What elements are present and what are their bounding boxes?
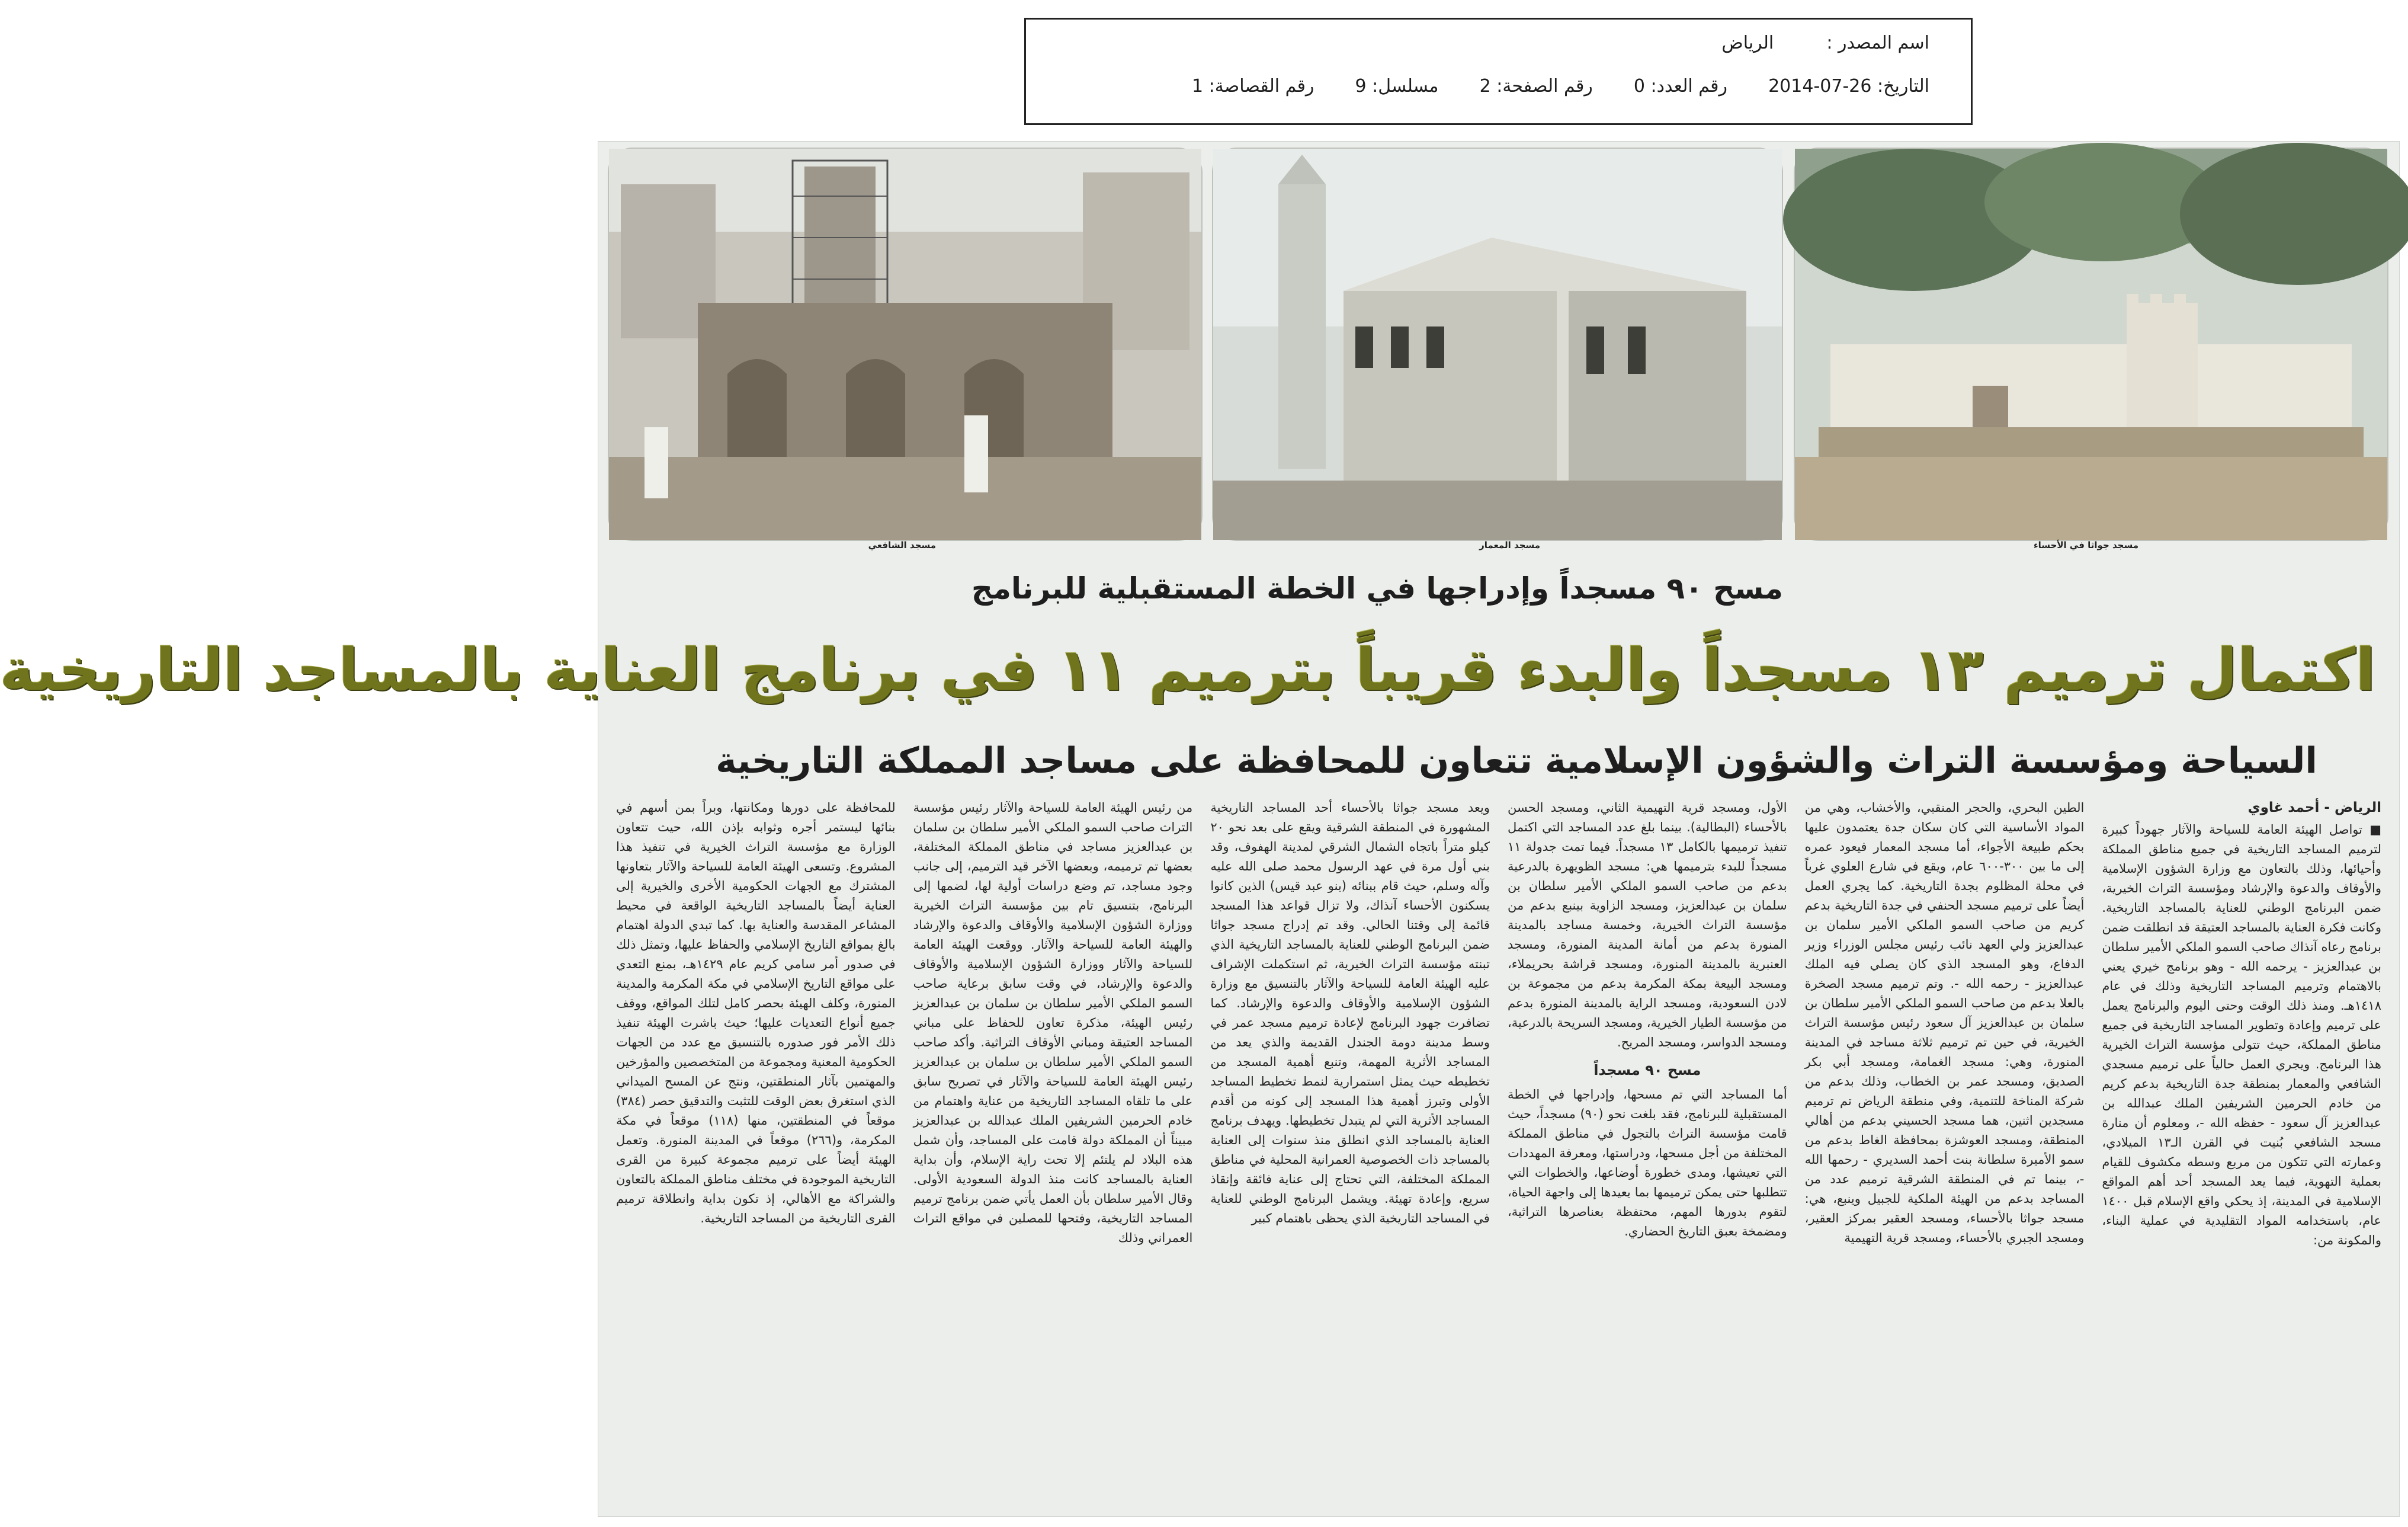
article-column-4	[1210, 798, 1490, 1506]
column-3-subhead: مسح ٩٠ مسجداً	[1593, 1062, 1701, 1078]
clip-number-field: رقم القصاصة: 1	[1191, 76, 1314, 97]
article-column-6	[616, 798, 896, 1506]
article-headline: اكتمال ترميم ١٣ مسجداً والبدء قريباً بترميم ١١ في برنامج العناية بالمساجد التاريخية	[0, 636, 2375, 704]
issue-field: رقم العدد: 0	[1633, 76, 1727, 97]
page-field: رقم الصفحة: 2	[1479, 76, 1593, 97]
column-6-text: للمحافظة على دورها ومكانتها، وبراً بمن أسهم في بنائها ليستمر أجره وثوابه بإذن الله، حيث تتعاون الوزارة مع مؤسسة التراث الخيرية في تنفيذ هذا المشروع. وتسعى الهيئة العامة للسياحة والآثار بتعاونها المشترك مع الجهات الحكومية الأخرى والخيرية إلى العناية أيضاً بالمساجد التاريخية الواقعة في محيط المشاعر المقدسة والعناية بها. كما تبدي الدولة اهتمام بالغ بمواقع التاريخ الإسلامي والحفاظ عليها، وتمثل ذلك في صدور أمر سامي كريم عام ١٤٢٩هـ، بمنع التعدي على مواقع التاريخ الإسلامي في مكة المكرمة والمدينة المنورة، وكلف الهيئة بحصر كامل لتلك المواقع، ووقف جميع أنواع التعديات عليها؛ حيث باشرت الهيئة تنفيذ ذلك الأمر فور صدوره بالتنسيق مع عدد من الجهات الحكومية المعنية ومجموعة من المتخصصين والمؤرخين والمهتمين بآثار المنطقتين، ونتج عن المسح الميداني الذي استغرق بعض الوقت للتثبت والتدقيق حصر (٣٨٤) موقعاً في المنطقتين، منها (١١٨) موقعاً في مكة المكرمة، و(٢٦٦) موقعاً في المدينة المنورة. وتعمل الهيئة أيضاً على ترميم مجموعة كبيرة من القرى التاريخية الموجودة في مختلف مناطق المملكة بالتعاون والشراكة مع الأهالي، إذ تكون بداية وانطلاقة ترميم القرى التاريخية من المساجد التاريخية.	[615, 801, 896, 1225]
details-line	[1192, 76, 1929, 97]
column-1-text: ■ تواصل الهيئة العامة للسياحة والآثار جهوداً كبيرة لترميم المساجد التاريخية في جميع مناطق المملكة وأحيائها، وذلك بالتعاون مع وزارة الشؤون الإسلامية والأوقاف والدعوة والإرشاد ومؤسسة التراث الخيرية، ضمن البرنامج الوطني للعناية بالمساجد التاريخية. وكانت فكرة العناية بالمساجد العتيقة قد انطلقت ضمن برنامج رعاه آنذاك صاحب السمو الملكي الأمير سلطان بن عبدالعزيز - يرحمه الله - وهو برنامج خيري يعني بالاهتمام وترميم المساجد التاريخية وذلك في عام ١٤١٨هـ. ومنذ ذلك الوقت وحتى اليوم والبرنامج يعمل على ترميم وإعادة وتطوير المساجد التاريخية في جميع مناطق المملكة، حيث تتولى مؤسسة التراث الخيرية هذا البرنامج. ويجري العمل حالياً على ترميم مسجدي الشافعي والمعمار بمنطقة جدة التاريخية بدعم كريم من خادم الحرمين الشريفين الملك عبدالله بن عبدالعزيز آل سعود - حفظه الله -، ومعلوم أن منارة مسجد الشافعي بُنيت في القرن الـ١٣ الميلادي، وعمارته التي تتكون من مربع وسطه مكشوف للقيام بعملية التهوية، فيما يعد المسجد أحد أهم المواقع الإسلامية في المدينة، إذ يحكي واقع الإسلام قبل ١٤٠٠ عام، باستخدامه المواد التقليدية في عملية البناء، والمكونة من:	[2102, 822, 2381, 1247]
caption-shafii: مسجد الشافعي	[868, 540, 936, 550]
article-column-5	[913, 798, 1193, 1506]
column-3-text: الأول، ومسجد قرية التهيمية الثاني، ومسجد الحسن بالأحساء (البطالية). بينما بلغ عدد المساجد التي اكتمل تنفيذ ترميمها بالكامل ١٣ مسجداً. فيما تمت جدولة ١١ مسجداً للبدء بترميمها هي: مسجد الظويهرة بالدرعية بدعم من صاحب السمو الملكي الأمير سلطان بن سلمان بن عبدالعزيز، ومسجد الزاوية بينبع بدعم من مؤسسة التراث الخيرية، وخمسة مساجد بالمدينة المنورة بدعم من أمانة المدينة المنورة، ومسجد العنبرية بالمدينة المنورة، ومسجد قراشة بحريملاء، ومسجد البيعة بمكة المكرمة بدعم من مجموعة بن لادن السعودية، ومسجد الراية بالمدينة المنورة بدعم من مؤسسة الطيار الخيرية، ومسجد السريحة بالدرعية، ومسجد الدواسر، ومسجد المريح.	[1507, 801, 1787, 1049]
caption-memar: مسجد المعمار	[1479, 540, 1540, 550]
source-value: الرياض	[1721, 33, 1774, 53]
article-kicker: مسح ٩٠ مسجداً وإدراجها في الخطة المستقبلية للبرنامج	[971, 571, 1783, 606]
photo-shafii-mosque	[608, 148, 1203, 541]
column-5-text: من رئيس الهيئة العامة للسياحة والآثار رئيس مؤسسة التراث صاحب السمو الملكي الأمير سلطان بن سلمان بن عبدالعزيز مساجد في مناطق المملكة المختلفة، بعضها تم ترميمه، وبعضها الآخر قيد الترميم، إلى جانب وجود مساجد، تم وضع دراسات أولية لها، لضمها إلى البرنامج، بتنسيق تام بين مؤسسة التراث الخيرية ووزارة الشؤون الإسلامية والأوقاف والدعوة والإرشاد والهيئة العامة للسياحة والآثار. ووقعت الهيئة العامة للسياحة والآثار ووزارة الشؤون الإسلامية والأوقاف والدعوة والإرشاد، في وقت سابق برعاية صاحب السمو الملكي الأمير سلطان بن سلمان بن عبدالعزيز رئيس الهيئة، مذكرة تعاون للحفاظ على مباني المساجد العتيقة ومباني الأوقاف التراثية. وأكد صاحب السمو الملكي الأمير سلطان بن سلمان بن عبدالعزيز رئيس الهيئة العامة للسياحة والآثار في تصريح سابق على ما تلقاه المساجد التاريخية من عناية واهتمام من خادم الحرمين الشريفين الملك عبدالله بن عبدالعزيز مبيناً أن المملكة دولة قامت على المساجد، وأن شمل هذه البلاد لم يلتئم إلا تحت راية الإسلام، وأن بداية العناية بالمساجد كانت منذ الدولة السعودية الأولى. وقال الأمير سلطان بأن العمل يأتي ضمن برنامج ترميم المساجد التاريخية، وفتحها للمصلين في مواقع التراث العمراني وذلك	[913, 801, 1193, 1245]
article-column-1	[2102, 798, 2381, 1506]
article-subheadline: السياحة ومؤسسة التراث والشؤون الإسلامية تتعاون للمحافظة على مساجد المملكة التاريخية	[716, 740, 2317, 782]
article-column-3	[1508, 798, 1787, 1506]
clipping-metadata-box	[1024, 18, 1973, 125]
column-3-text-continued: أما المساجد التي تم مسحها، وإدراجها في الخطة المستقبلية للبرنامج، فقد بلغت نحو (٩٠) مسجداً، حيث قامت مؤسسة التراث بالتجول في مناطق المملكة المختلفة من أجل مسحها، ودراستها، ومعرفة المهددات التي تعيشها، ومدى خطورة أوضاعها، والخطوات التي تتطلبها حتى يمكن ترميمها بما يعيدها إلى واجهة الحياة، لتقوم بدورها المهم، محتفظة بعناصرها التراثية، ومضمخة بعبق التاريخ الحضاري.	[1507, 1087, 1787, 1238]
serial-field: مسلسل: 9	[1355, 76, 1439, 97]
caption-jawatha: مسجد جواثا في الأحساء	[2034, 540, 2138, 550]
date-field: التاريخ: 26-07-2014	[1768, 76, 1929, 97]
memar-mosque-image	[1213, 149, 1782, 540]
column-2-text: الطين البحري، والحجر المنقبي، والأخشاب، وهي من المواد الأساسية التي كان سكان جدة يعتمدون عليها بحكم طبيعة الأجواء، أما مسجد المعمار فيعود عمره إلى ما بين ٣٠٠-٦٠٠ عام، ويقع في شارع العلوي غرباً في محلة المظلوم بجدة التاريخية. كما يجري العمل أيضاً على ترميم مسجد الحنفي في جدة التاريخية بدعم كريم من صاحب السمو الملكي الأمير سلمان بن عبدالعزيز ولي العهد نائب رئيس مجلس الوزراء وزير الدفاع، وهو المسجد الذي كان يصلي فيه الملك عبدالعزيز - رحمه الله -. وتم ترميم مسجد الصخرة بالعلا بدعم من صاحب السمو الملكي الأمير سلطان بن سلمان بن عبدالعزيز آل سعود رئيس مؤسسة التراث الخيرية، في حين تم ترميم ثلاثة مساجد في المدينة المنورة، وهي: مسجد الغمامة، ومسجد أبي بكر الصديق، ومسجد عمر بن الخطاب، وذلك بدعم من شركة المناخة للتنمية، وفي منطقة الرياض تم ترميم مسجدين اثنين، هما مسجد الحسيني بدعم من أهالي المنطقة، ومسجد العوشزة بمحافظة الغاط بدعم من سمو الأميرة سلطانة بنت أحمد السديري - رحمها الله -، بينما تم في المنطقة الشرقية ترميم عدد من المساجد بدعم من الهيئة الملكية للجبيل وينبع، هي: مسجد جواثا بالأحساء، ومسجد العقير بمركز العقير، ومسجد الجبري بالأحساء، ومسجد قرية التهيمية	[1804, 801, 2085, 1245]
article-byline: الرياض - أحمد غاوي	[2247, 800, 2381, 815]
jawatha-mosque-image	[1795, 149, 2387, 540]
article-body	[616, 798, 2381, 1506]
column-4-text: ويعد مسجد جواثا بالأحساء أحد المساجد التاريخية المشهورة في المنطقة الشرقية ويقع على بعد نحو ٢٠ كيلو متراً باتجاه الشمال الشرقي لمدينة الهفوف، وقد بني أول مرة في عهد الرسول محمد صلى الله عليه وآله وسلم، حيث قام ببنائه (بنو عبد قيس) الذين كانوا يسكنون الأحساء آنذاك، ولا تزال قواعد هذا المسجد قائمة إلى وقتنا الحالي. وقد تم إدراج مسجد جواثا ضمن البرنامج الوطني للعناية بالمساجد التاريخية الذي تبنته مؤسسة التراث الخيرية، ثم استكملت الإشراف عليه الهيئة العامة للسياحة والآثار بالتنسيق مع وزارة الشؤون الإسلامية والأوقاف والدعوة والإرشاد. كما تضافرت جهود البرنامج لإعادة ترميم مسجد عمر في وسط مدينة دومة الجندل القديمة والذي يعد من المساجد الأثرية المهمة، وتنبع أهمية المسجد من تخطيطه حيث يمثل استمرارية لنمط تخطيط المساجد الأولى وتبرز أهمية هذا المسجد إلى كونه من أقدم المساجد الأثرية التي لم يتبدل تخطيطها. ويهدف برنامج العناية بالمساجد الذي انطلق منذ سنوات إلى العناية بالمساجد ذات الخصوصية العمرانية المحلية في مناطق المملكة المختلفة، التي تحتاج إلى عناية فائقة وإنقاذ سريع، وإعادة تهيئة. ويشمل البرنامج الوطني للعناية في المساجد التاريخية الذي يحظى باهتمام كبير	[1210, 801, 1490, 1225]
shafii-mosque-image	[609, 149, 1201, 540]
source-label: اسم المصدر :	[1826, 33, 1929, 53]
photo-jawatha-mosque	[1794, 148, 2388, 541]
newspaper-clipping	[0, 141, 2400, 1517]
photo-memar-mosque	[1212, 148, 1783, 541]
article-column-2	[1805, 798, 2085, 1506]
source-line	[1721, 33, 1929, 53]
